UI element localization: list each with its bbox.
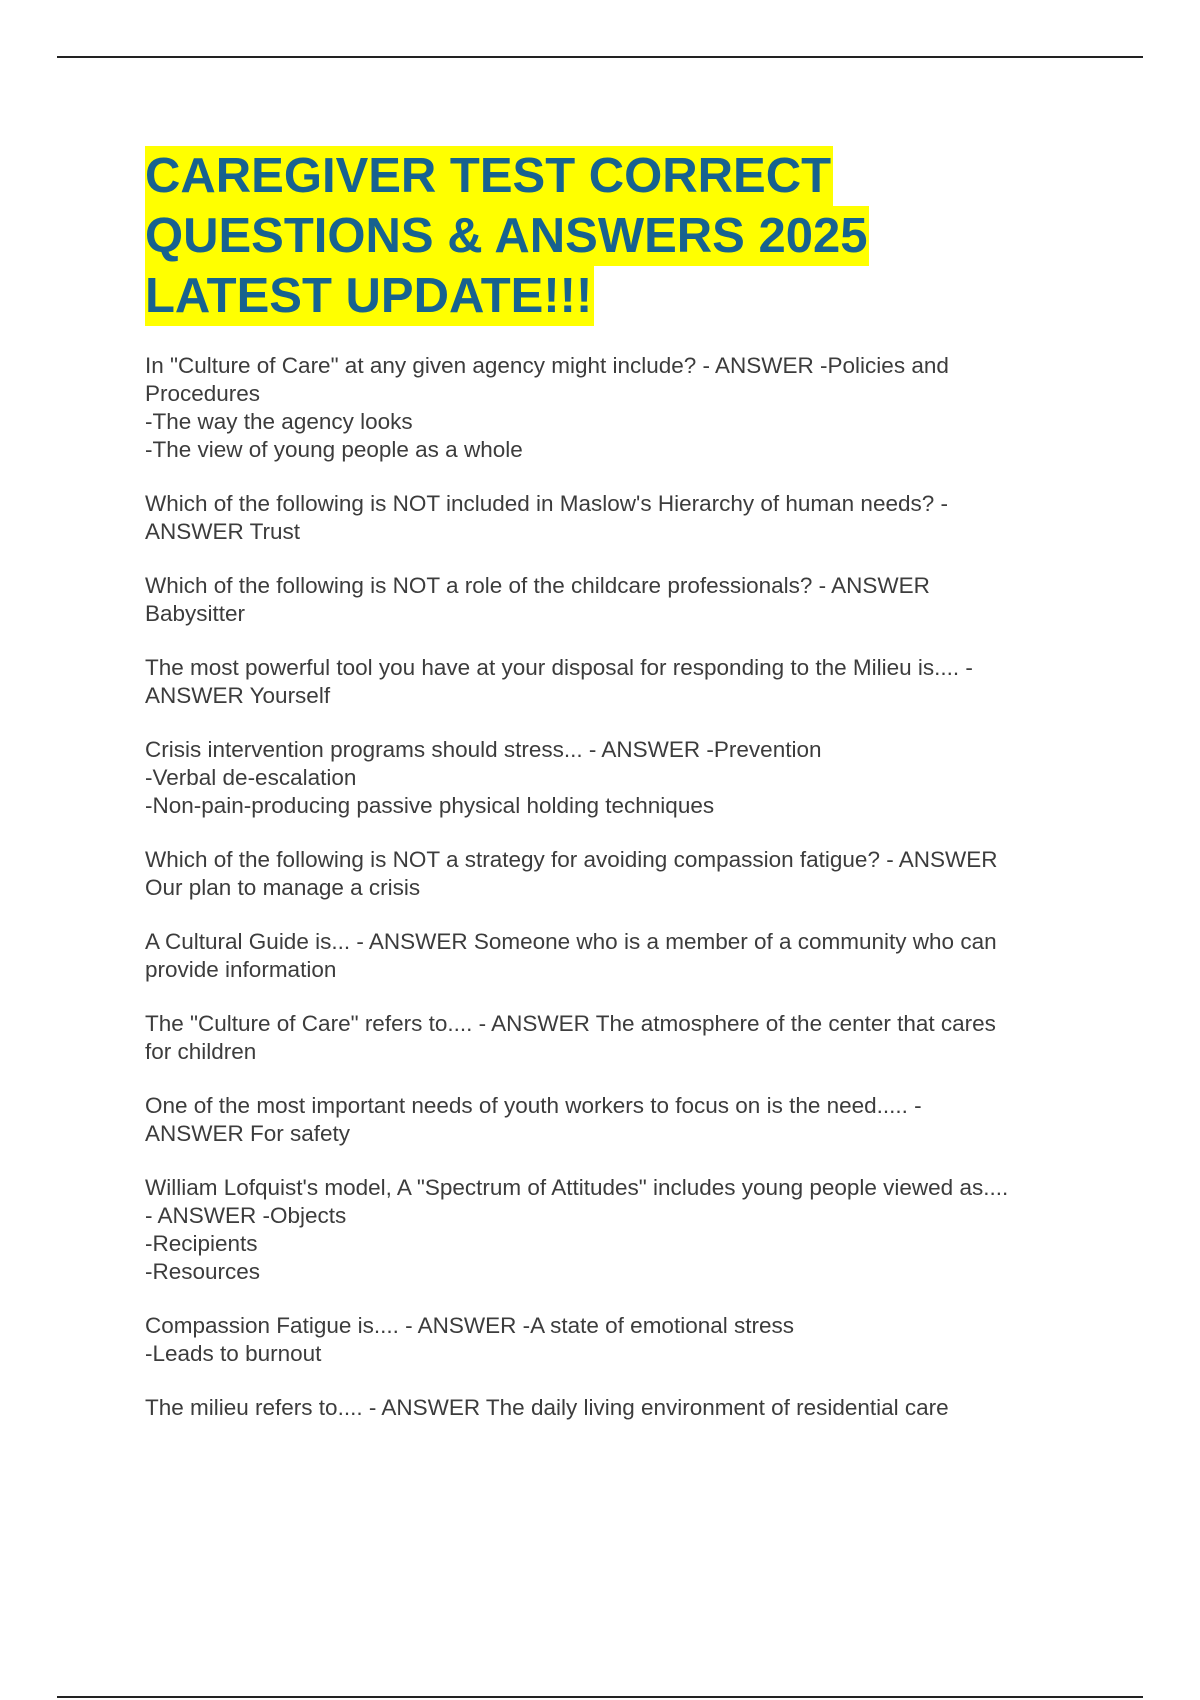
qa-line: Which of the following is NOT a role of the childcare professionals? - ANSWER: [145, 573, 930, 598]
qa-item: [145, 490, 1085, 546]
qa-item: [145, 1092, 1085, 1148]
qa-line: -Verbal de-escalation: [145, 765, 357, 790]
title-line: QUESTIONS & ANSWERS 2025: [145, 206, 869, 266]
qa-item: [145, 736, 1085, 820]
qa-list: [145, 352, 1085, 1448]
qa-line: -Recipients: [145, 1231, 258, 1256]
qa-item: [145, 1312, 1085, 1368]
title-line: LATEST UPDATE!!!: [145, 266, 594, 326]
qa-item: [145, 352, 1085, 464]
qa-item: [145, 846, 1085, 902]
qa-line: ANSWER Trust: [145, 519, 301, 544]
qa-line: for children: [145, 1039, 257, 1064]
qa-line: Crisis intervention programs should stress... - ANSWER -Prevention: [145, 737, 822, 762]
top-divider: [57, 56, 1143, 58]
qa-item: [145, 654, 1085, 710]
qa-line: Compassion Fatigue is.... - ANSWER -A state of emotional stress: [145, 1313, 794, 1338]
qa-line: The most powerful tool you have at your disposal for responding to the Milieu is.... -: [145, 655, 973, 680]
bottom-divider: [57, 1696, 1143, 1698]
qa-item: [145, 1010, 1085, 1066]
qa-line: -The way the agency looks: [145, 409, 413, 434]
qa-line: -Non-pain-producing passive physical holding techniques: [145, 793, 715, 818]
qa-line: -Resources: [145, 1259, 261, 1284]
qa-line: One of the most important needs of youth workers to focus on is the need..... -: [145, 1093, 922, 1118]
qa-item: [145, 572, 1085, 628]
qa-line: The "Culture of Care" refers to.... - ANSWER The atmosphere of the center that cares: [145, 1011, 996, 1036]
qa-line: William Lofquist's model, A "Spectrum of Attitudes" includes young people viewed as....: [145, 1175, 1009, 1200]
qa-line: Which of the following is NOT a strategy for avoiding compassion fatigue? - ANSWER: [145, 847, 998, 872]
qa-line: - ANSWER -Objects: [145, 1203, 347, 1228]
qa-line: Our plan to manage a crisis: [145, 875, 421, 900]
qa-line: Babysitter: [145, 601, 246, 626]
qa-line: ANSWER For safety: [145, 1121, 351, 1146]
qa-line: ANSWER Yourself: [145, 683, 331, 708]
qa-line: Procedures: [145, 381, 261, 406]
qa-line: A Cultural Guide is... - ANSWER Someone who is a member of a community who can: [145, 929, 997, 954]
qa-item: [145, 928, 1085, 984]
title-line: CAREGIVER TEST CORRECT: [145, 146, 833, 206]
qa-line: -The view of young people as a whole: [145, 437, 523, 462]
qa-line: The milieu refers to.... - ANSWER The daily living environment of residential care: [145, 1395, 949, 1420]
qa-line: Which of the following is NOT included in Maslow's Hierarchy of human needs? -: [145, 491, 948, 516]
page-title: [145, 146, 1145, 326]
qa-line: provide information: [145, 957, 337, 982]
qa-item: [145, 1394, 1085, 1422]
qa-line: In "Culture of Care" at any given agency might include? - ANSWER -Policies and: [145, 353, 949, 378]
qa-line: -Leads to burnout: [145, 1341, 322, 1366]
qa-item: [145, 1174, 1085, 1286]
